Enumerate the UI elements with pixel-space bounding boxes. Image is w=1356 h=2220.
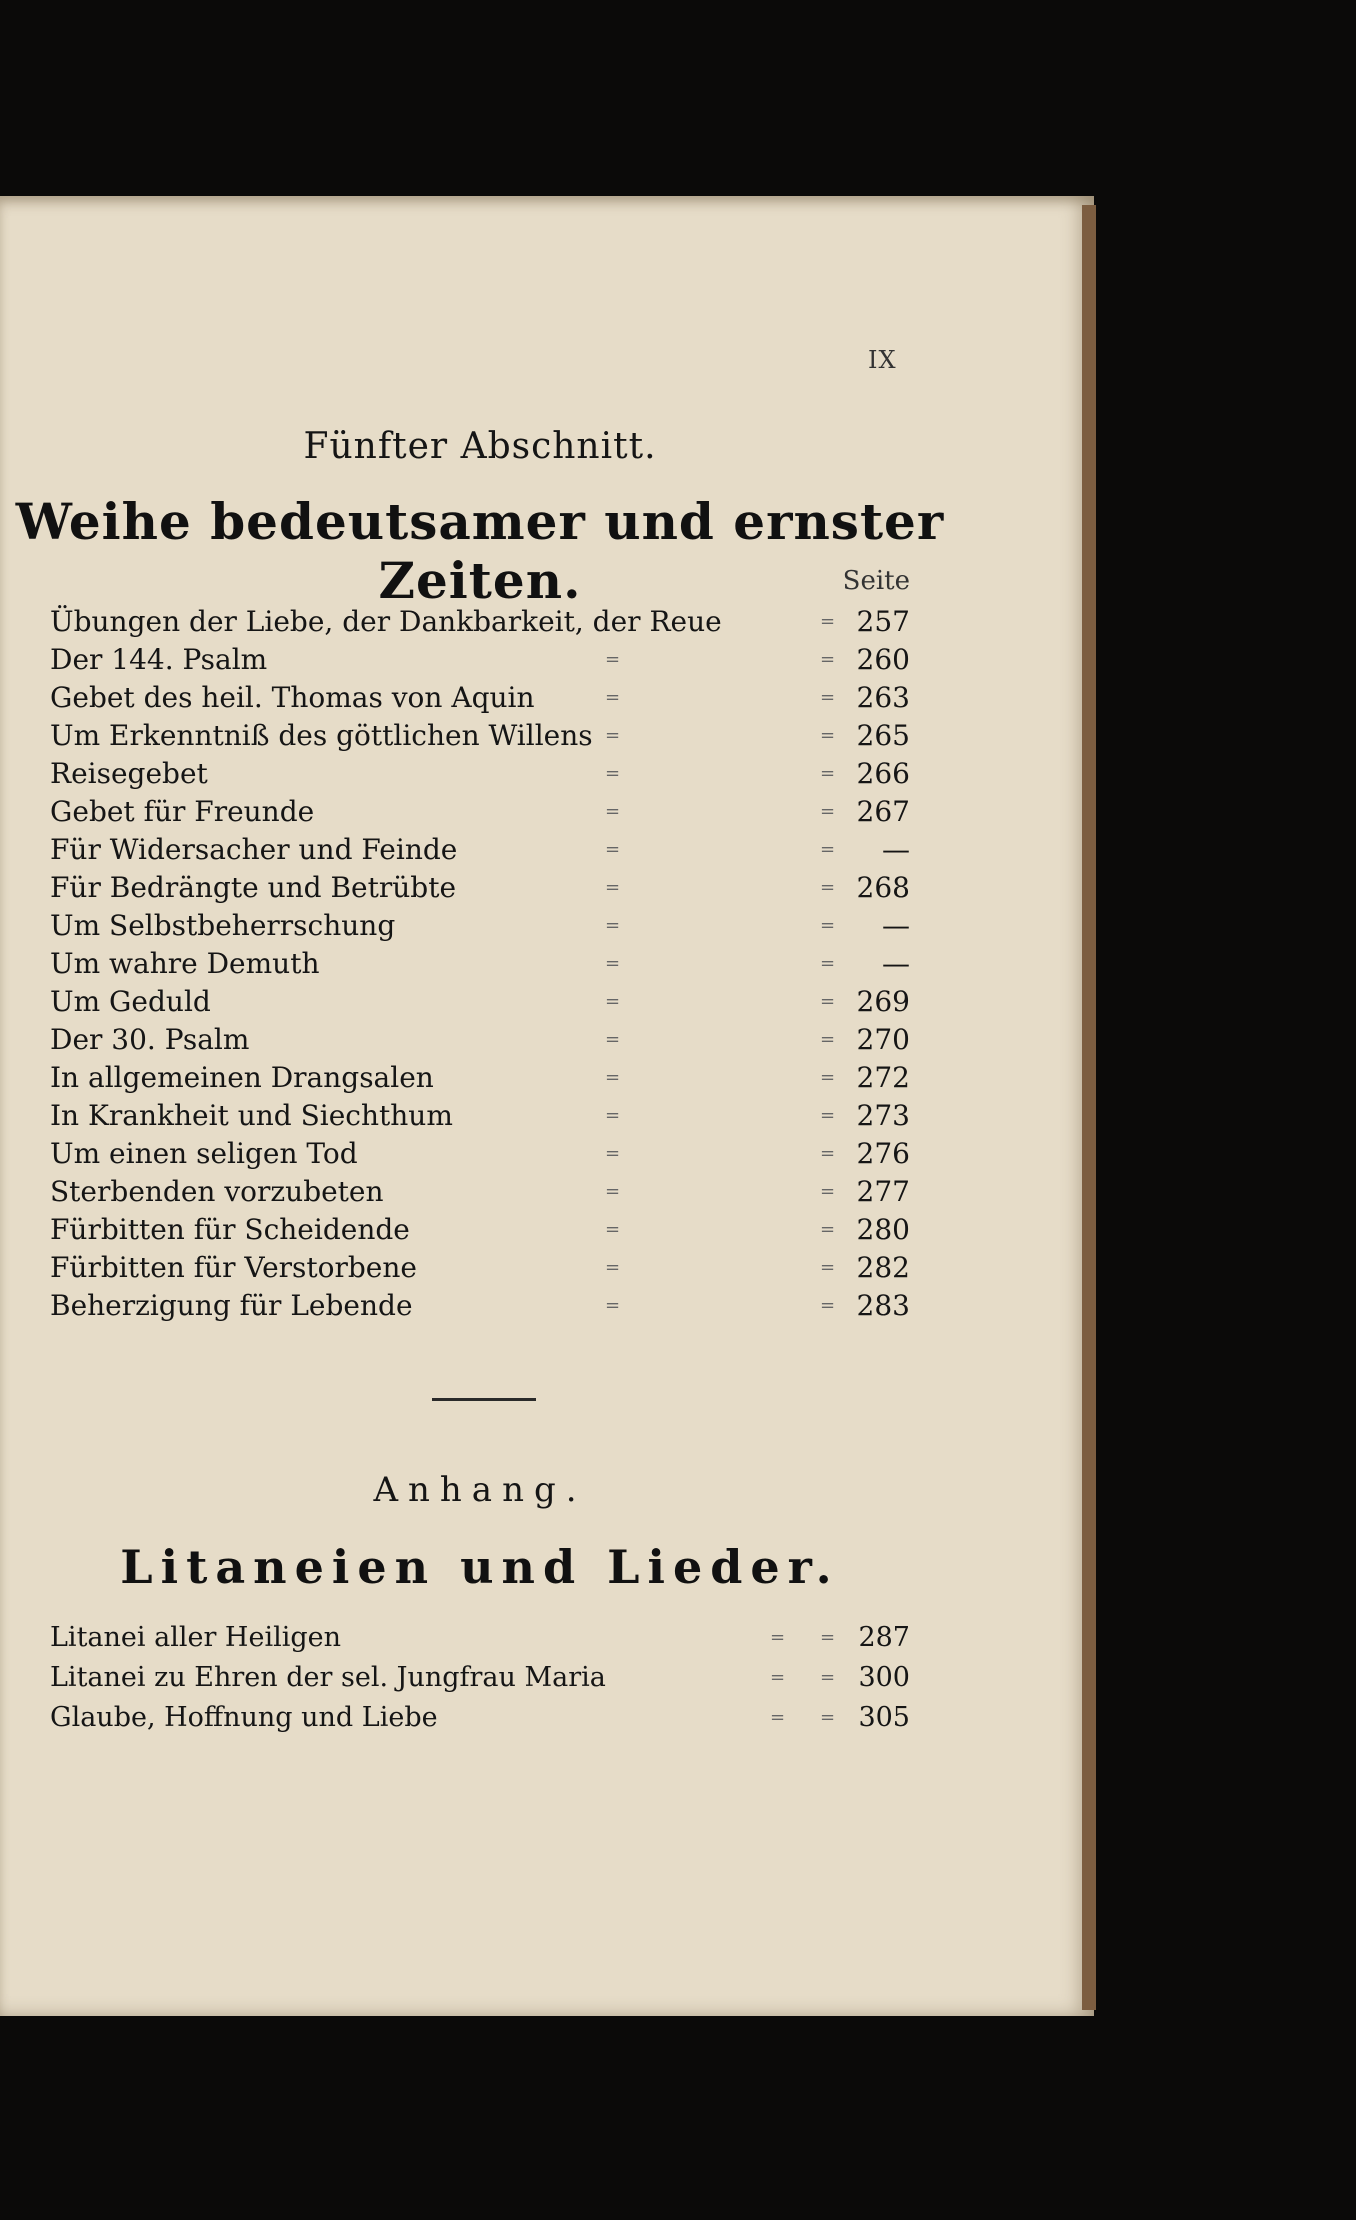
toc-entry xyxy=(50,945,910,983)
toc-entry-title: Um Selbstbeherrschung xyxy=(50,909,396,942)
toc-entry-title: Glaube, Hoffnung und Liebe xyxy=(50,1702,438,1733)
toc-entry-title: Der 30. Psalm xyxy=(50,1023,250,1056)
toc-entry-title: Für Widersacher und Feinde xyxy=(50,833,458,866)
toc-entry-page: — xyxy=(882,833,910,866)
leader-mark: = xyxy=(820,915,836,936)
toc-entry-title: Um wahre Demuth xyxy=(50,947,320,980)
toc-entry-page: — xyxy=(882,909,910,942)
leader-mark: = xyxy=(605,915,621,936)
toc-entry-page: — xyxy=(882,947,910,980)
leader-mark: = xyxy=(605,1143,621,1164)
toc-entry-page: 273 xyxy=(856,1099,910,1132)
toc-entry-title: Sterbenden vorzubeten xyxy=(50,1175,384,1208)
toc-entry-page: 263 xyxy=(856,681,910,714)
page-column-header: Seite xyxy=(842,566,910,596)
toc-entry-title: Für Bedrängte und Betrübte xyxy=(50,871,457,904)
leader-mark: = xyxy=(820,1295,836,1316)
divider-rule xyxy=(432,1398,536,1401)
toc-entry-title: Reisegebet xyxy=(50,757,208,790)
leader-mark: = xyxy=(820,991,836,1012)
toc-entry-title: Der 144. Psalm xyxy=(50,643,268,676)
toc-entry-page: 268 xyxy=(856,871,910,904)
leader-mark: = xyxy=(770,1667,786,1688)
toc-entry xyxy=(50,755,910,793)
toc-entry-page: 267 xyxy=(856,795,910,828)
toc-entry-title: Um einen seligen Tod xyxy=(50,1137,358,1170)
toc-entry-page: 277 xyxy=(856,1175,910,1208)
toc-entry xyxy=(50,793,910,831)
leader-mark: = xyxy=(605,725,621,746)
leader-mark: = xyxy=(820,725,836,746)
toc-entry-title: In Krankheit und Siechthum xyxy=(50,1099,453,1132)
toc-entry-page: 265 xyxy=(856,719,910,752)
toc-entry xyxy=(50,1618,910,1658)
toc-entry-title: In allgemeinen Drangsalen xyxy=(50,1061,434,1094)
leader-mark: = xyxy=(820,839,836,860)
leader-mark: = xyxy=(820,1067,836,1088)
toc-entry xyxy=(50,1249,910,1287)
leader-mark: = xyxy=(820,1105,836,1126)
leader-mark: = xyxy=(820,1707,836,1728)
toc-entry xyxy=(50,1173,910,1211)
toc-entry-title: Litanei aller Heiligen xyxy=(50,1622,342,1653)
toc-entry xyxy=(50,869,910,907)
toc-entry xyxy=(50,1211,910,1249)
leader-mark: = xyxy=(605,1295,621,1316)
toc-entry-title: Beherzigung für Lebende xyxy=(50,1289,413,1322)
appendix-label: Anhang. xyxy=(373,1470,587,1510)
toc-entry xyxy=(50,1658,910,1698)
toc-entry-title: Um Erkenntniß des göttlichen Willens xyxy=(50,719,593,752)
toc-entry xyxy=(50,983,910,1021)
toc-entry-page: 276 xyxy=(856,1137,910,1170)
toc-entry xyxy=(50,831,910,869)
leader-mark: = xyxy=(820,801,836,822)
leader-mark: = xyxy=(820,1029,836,1050)
toc-entry-page: 282 xyxy=(856,1251,910,1284)
toc-entry-page: 270 xyxy=(856,1023,910,1056)
toc-entry-page: 283 xyxy=(856,1289,910,1322)
leader-mark: = xyxy=(605,687,621,708)
leader-mark: = xyxy=(605,1105,621,1126)
leader-mark: = xyxy=(820,877,836,898)
toc-entry xyxy=(50,641,910,679)
leader-mark: = xyxy=(770,1707,786,1728)
leader-mark: = xyxy=(820,1219,836,1240)
leader-mark: = xyxy=(605,877,621,898)
leader-mark: = xyxy=(820,1181,836,1202)
leader-mark: = xyxy=(605,763,621,784)
leader-mark: = xyxy=(605,1219,621,1240)
leader-mark: = xyxy=(605,1067,621,1088)
appendix-contents xyxy=(50,1618,910,1738)
toc-entry-title: Gebet des heil. Thomas von Aquin xyxy=(50,681,535,714)
leader-mark: = xyxy=(820,649,836,670)
page-edge xyxy=(1082,205,1096,2010)
toc-entry-page: 280 xyxy=(856,1213,910,1246)
leader-mark: = xyxy=(605,649,621,670)
toc-entry-page: 260 xyxy=(856,643,910,676)
toc-entry xyxy=(50,1135,910,1173)
leader-mark: = xyxy=(820,763,836,784)
section-title: Weihe bedeutsamer und ernster Zeiten. xyxy=(15,492,945,610)
table-of-contents xyxy=(50,603,910,1325)
section-label: Fünfter Abschnitt. xyxy=(303,426,657,467)
toc-entry xyxy=(50,1698,910,1738)
leader-mark: = xyxy=(820,1667,836,1688)
toc-entry xyxy=(50,603,910,641)
toc-entry-page: 269 xyxy=(856,985,910,1018)
toc-entry-title: Litanei zu Ehren der sel. Jungfrau Maria xyxy=(50,1662,606,1693)
leader-mark: = xyxy=(820,1257,836,1278)
toc-entry-page: 272 xyxy=(856,1061,910,1094)
toc-entry-page: 287 xyxy=(858,1622,910,1653)
toc-entry xyxy=(50,1059,910,1097)
toc-entry-title: Gebet für Freunde xyxy=(50,795,315,828)
leader-mark: = xyxy=(820,687,836,708)
toc-entry xyxy=(50,1021,910,1059)
leader-mark: = xyxy=(770,1627,786,1648)
toc-entry xyxy=(50,717,910,755)
leader-mark: = xyxy=(605,839,621,860)
leader-mark: = xyxy=(820,1143,836,1164)
appendix-title: Litaneien und Lieder. xyxy=(120,1540,840,1594)
toc-entry xyxy=(50,1287,910,1325)
page-number: IX xyxy=(868,346,897,374)
leader-mark: = xyxy=(605,953,621,974)
toc-entry-title: Fürbitten für Verstorbene xyxy=(50,1251,417,1284)
toc-entry-title: Um Geduld xyxy=(50,985,211,1018)
toc-entry-title: Fürbitten für Scheidende xyxy=(50,1213,410,1246)
toc-entry-page: 257 xyxy=(856,605,910,638)
toc-entry xyxy=(50,679,910,717)
leader-mark: = xyxy=(820,611,836,632)
leader-mark: = xyxy=(605,1029,621,1050)
leader-mark: = xyxy=(605,801,621,822)
toc-entry-page: 300 xyxy=(858,1662,910,1693)
toc-entry xyxy=(50,1097,910,1135)
leader-mark: = xyxy=(605,991,621,1012)
leader-mark: = xyxy=(605,1257,621,1278)
toc-entry xyxy=(50,907,910,945)
toc-entry-page: 266 xyxy=(856,757,910,790)
leader-mark: = xyxy=(605,1181,621,1202)
toc-entry-title: Übungen der Liebe, der Dankbarkeit, der Reue xyxy=(50,605,722,638)
leader-mark: = xyxy=(820,1627,836,1648)
leader-mark: = xyxy=(820,953,836,974)
toc-entry-page: 305 xyxy=(858,1702,910,1733)
